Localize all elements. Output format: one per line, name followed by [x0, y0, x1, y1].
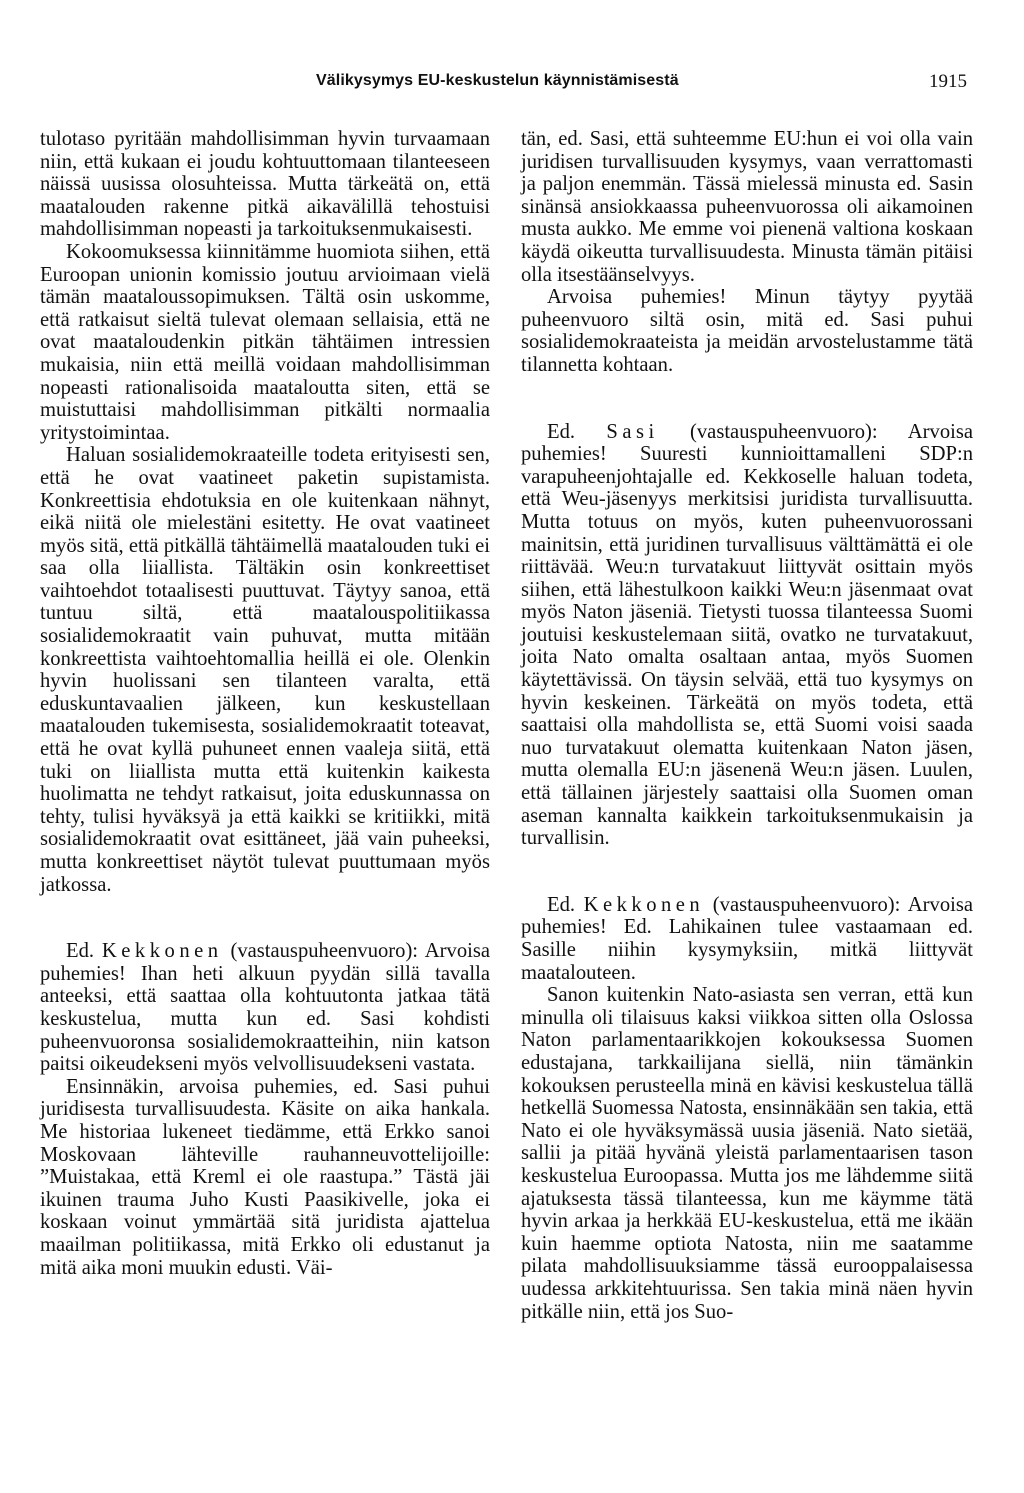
speech-paragraph	[521, 421, 973, 850]
speech-text: (vastauspuheenvuoro): Arvoisa puhemies! Ihan heti alkuun pyydän sillä tavalla anteeksi, että saattaa olla kohtuutonta jatkaa tätä keskustelua, mutta kun ed. Sasi kohdisti puheenvuoronsa sosialidemokraatteihin, niin katson paitsi oikeudekseni myös velvollisuudekseni vastata.	[40, 940, 490, 1076]
speech-paragraph	[521, 894, 973, 984]
speech-text: (vastauspuheenvuoro): Arvoisa puhemies! Suuresti kunnioittamalleni SDP:n varapuheenjohtajalle ed. Kekkoselle haluan todeta, että Weu-jäsenyys merkitsisi juridista turvallisuutta. Mutta totuus on myös, kuten puheenvuorossani mainitsin, että juridinen turvallisuus välttämättä ei ole riittävää. Weu:n turvatakuut liittyvät osittain myös siihen, että lähestulkoon kaikki Weu:n jäsenmaat ovat myös Naton jäseniä. Tietysti tuossa tilanteessa Suomi joutuisi keskustelemaan siitä, ovatko ne turvatakuut, joita Nato omalta osaltaan antaa, myös Suomen käytettävissä. On täysin selvää, että tuo kysymys on hyvin keskeinen. Tärkeätä on myös todeta, että saattaisi olla mahdollista se, että Suomi voisi saada nuo turvatakuut olematta kuitenkaan Naton jäsen, mutta olemalla EU:n jäsenenä Weu:n jäsen. Luulen, että tällainen järjestely saattaisi olla Suomen oman aseman kannalta kaikkein tarkoituksenmukaisin ja turvallisin.	[521, 420, 973, 850]
paragraph: Sanon kuitenkin Nato-asiasta sen verran, että kun minulla oli tilaisuus kaksi viikkoa sitten olla Oslossa Naton parlamentaarikkojen kokouksessa Suomen edustajana, tarkkailijana siellä, niin tämänkin kokouksen perusteella minä en kävisi keskustelua tällä hetkellä Suomessa Natosta, ensinnäkään sen takia, että Nato ei ole hyväksymässä uusia jäseniä. Nato sietää, sallii ja pitää hyvänä yleistä parlamentaarisen tason keskustelua Euroopassa. Mutta jos me lähdemme siitä ajatuksesta tässä tilanteessa, kun me käymme tätä hyvin arkaa ja herkkää EU-keskustelua, että me ikään kuin haemme optiota Natosta, niin me saatamme pilata mahdollisuuksiamme tässä eurooppalaisessa uudessa arkkitehtuurissa. Sen takia minä näen hyvin pitkälle niin, että jos Suo-	[521, 984, 973, 1323]
paragraph: tän, ed. Sasi, että suhteemme EU:hun ei voi olla vain juridisen turvallisuuden kysymys, vaan verrattomasti ja paljon enemmän. Tässä mielessä minusta ed. Sasin sinänsä ansiokkaassa puheenvuorossa oli aikamoinen musta aukko. Me emme voi pienenä valtiona koskaan käydä oikeutta turvallisuudesta. Minusta tämän pitäisi olla itsestäänselvyys.	[521, 128, 973, 286]
speech-text: (vastauspuheenvuoro): Arvoisa puhemies! Ed. Lahikainen tulee vastaamaan ed. Sasille niihin kysymyksiin, mitkä liittyvät maatalouteen.	[521, 893, 973, 984]
left-column	[40, 128, 490, 1279]
speaker-name: Sasi	[606, 420, 659, 443]
speaker-name: Kekkonen	[583, 893, 705, 916]
paragraph: tulotaso pyritään mahdollisimman hyvin turvaamaan niin, että kukaan ei joudu kohtuuttomaan tilanteeseen näissä uusissa olosuhteissa. Mutta tärkeätä on, että maatalouden rakenne pitkä aikavälillä tehostuisi mahdollisimman nopeasti ja tarkoituksenmukaisesti.	[40, 128, 490, 241]
speaker-prefix: Ed.	[66, 940, 102, 963]
paragraph: Ensinnäkin, arvoisa puhemies, ed. Sasi puhui juridisesta turvallisuudesta. Käsite on aika hankala. Me historiaa lukeneet tiedämme, että Erkko sanoi Moskovaan lähteville rauhanneuvottelijoille: ”Muistakaa, että Kreml ei ole raastupa.” Tästä jäi ikuinen trauma Juho Kusti Paasikivelle, joka ei koskaan voinut ymmärtää sitä juridista ajattelua maailman politiikassa, mitä Erkko oli edustanut ja mitä aika moni muukin edusti. Väi-	[40, 1075, 490, 1279]
speech-paragraph	[40, 940, 490, 1076]
right-column	[521, 128, 973, 1323]
paragraph: Kokoomuksessa kiinnitämme huomiota siihen, että Euroopan unionin komissio joutuu arvioimaan vielä tämän maataloussopimuksen. Tältä osin uskomme, että ratkaisut sieltä tulevat olemaan sellaisia, että ne ovat maataloudenkin pitkän tähtäimen intressien mukaisia, niin että meillä voidaan mahdollisimman nopeasti rationalisoida maataloutta siten, että se muistuttaisi mahdollisimman pitkälti normaalia yritystoimintaa.	[40, 240, 490, 444]
running-head: Välikysymys EU-keskustelun käynnistämisestä	[316, 72, 679, 89]
page-number: 1915	[929, 71, 967, 92]
speaker-prefix: Ed.	[547, 893, 584, 916]
paragraph: Arvoisa puhemies! Minun täytyy pyytää puheenvuoro siltä osin, mitä ed. Sasi puhui sosialidemokraateista ja meidän arvostelustamme tätä tilannetta kohtaan.	[521, 286, 973, 376]
speaker-name: Kekkonen	[101, 940, 223, 963]
speaker-prefix: Ed.	[547, 420, 607, 443]
paragraph: Haluan sosialidemokraateille todeta erityisesti sen, että he ovat vaatineet paketin supistamista. Konkreettisia ehdotuksia en ole kuitenkaan nähnyt, eikä niitä ole mielestäni esitetty. He ovat vaatineet myös sitä, että pitkällä tähtäimellä maatalouden tuki ei saa olla liiallista. Tältäkin osin konkreettiset vaihtoehdot totaalisesti puuttuvat. Täytyy sanoa, että tuntuu siltä, että maatalouspolitiikassa sosialidemokraatit vain puhuvat, mutta mitään konkreettista vaihtoehtomallia heillä ei ole. Olenkin hyvin huolissani sen tilanteen varalta, että eduskuntavaalien jälkeen, kun keskustellaan maatalouden tukemisesta, sosialidemokraatit toteavat, että he ovat kyllä puhuneet ennen vaaleja siitä, että tuki on liiallista mutta että kuitenkin kaikesta huolimatta ne tehdyt ratkaisut, joita eduskunnassa on tehty, tulisi hyväksyä ja että kaikki se kritiikki, mitä sosialidemokraatit ovat esittäneet, jää vain puheeksi, mutta konkreettiset näytöt tulevat puuttumaan myös jatkossa.	[40, 444, 490, 896]
